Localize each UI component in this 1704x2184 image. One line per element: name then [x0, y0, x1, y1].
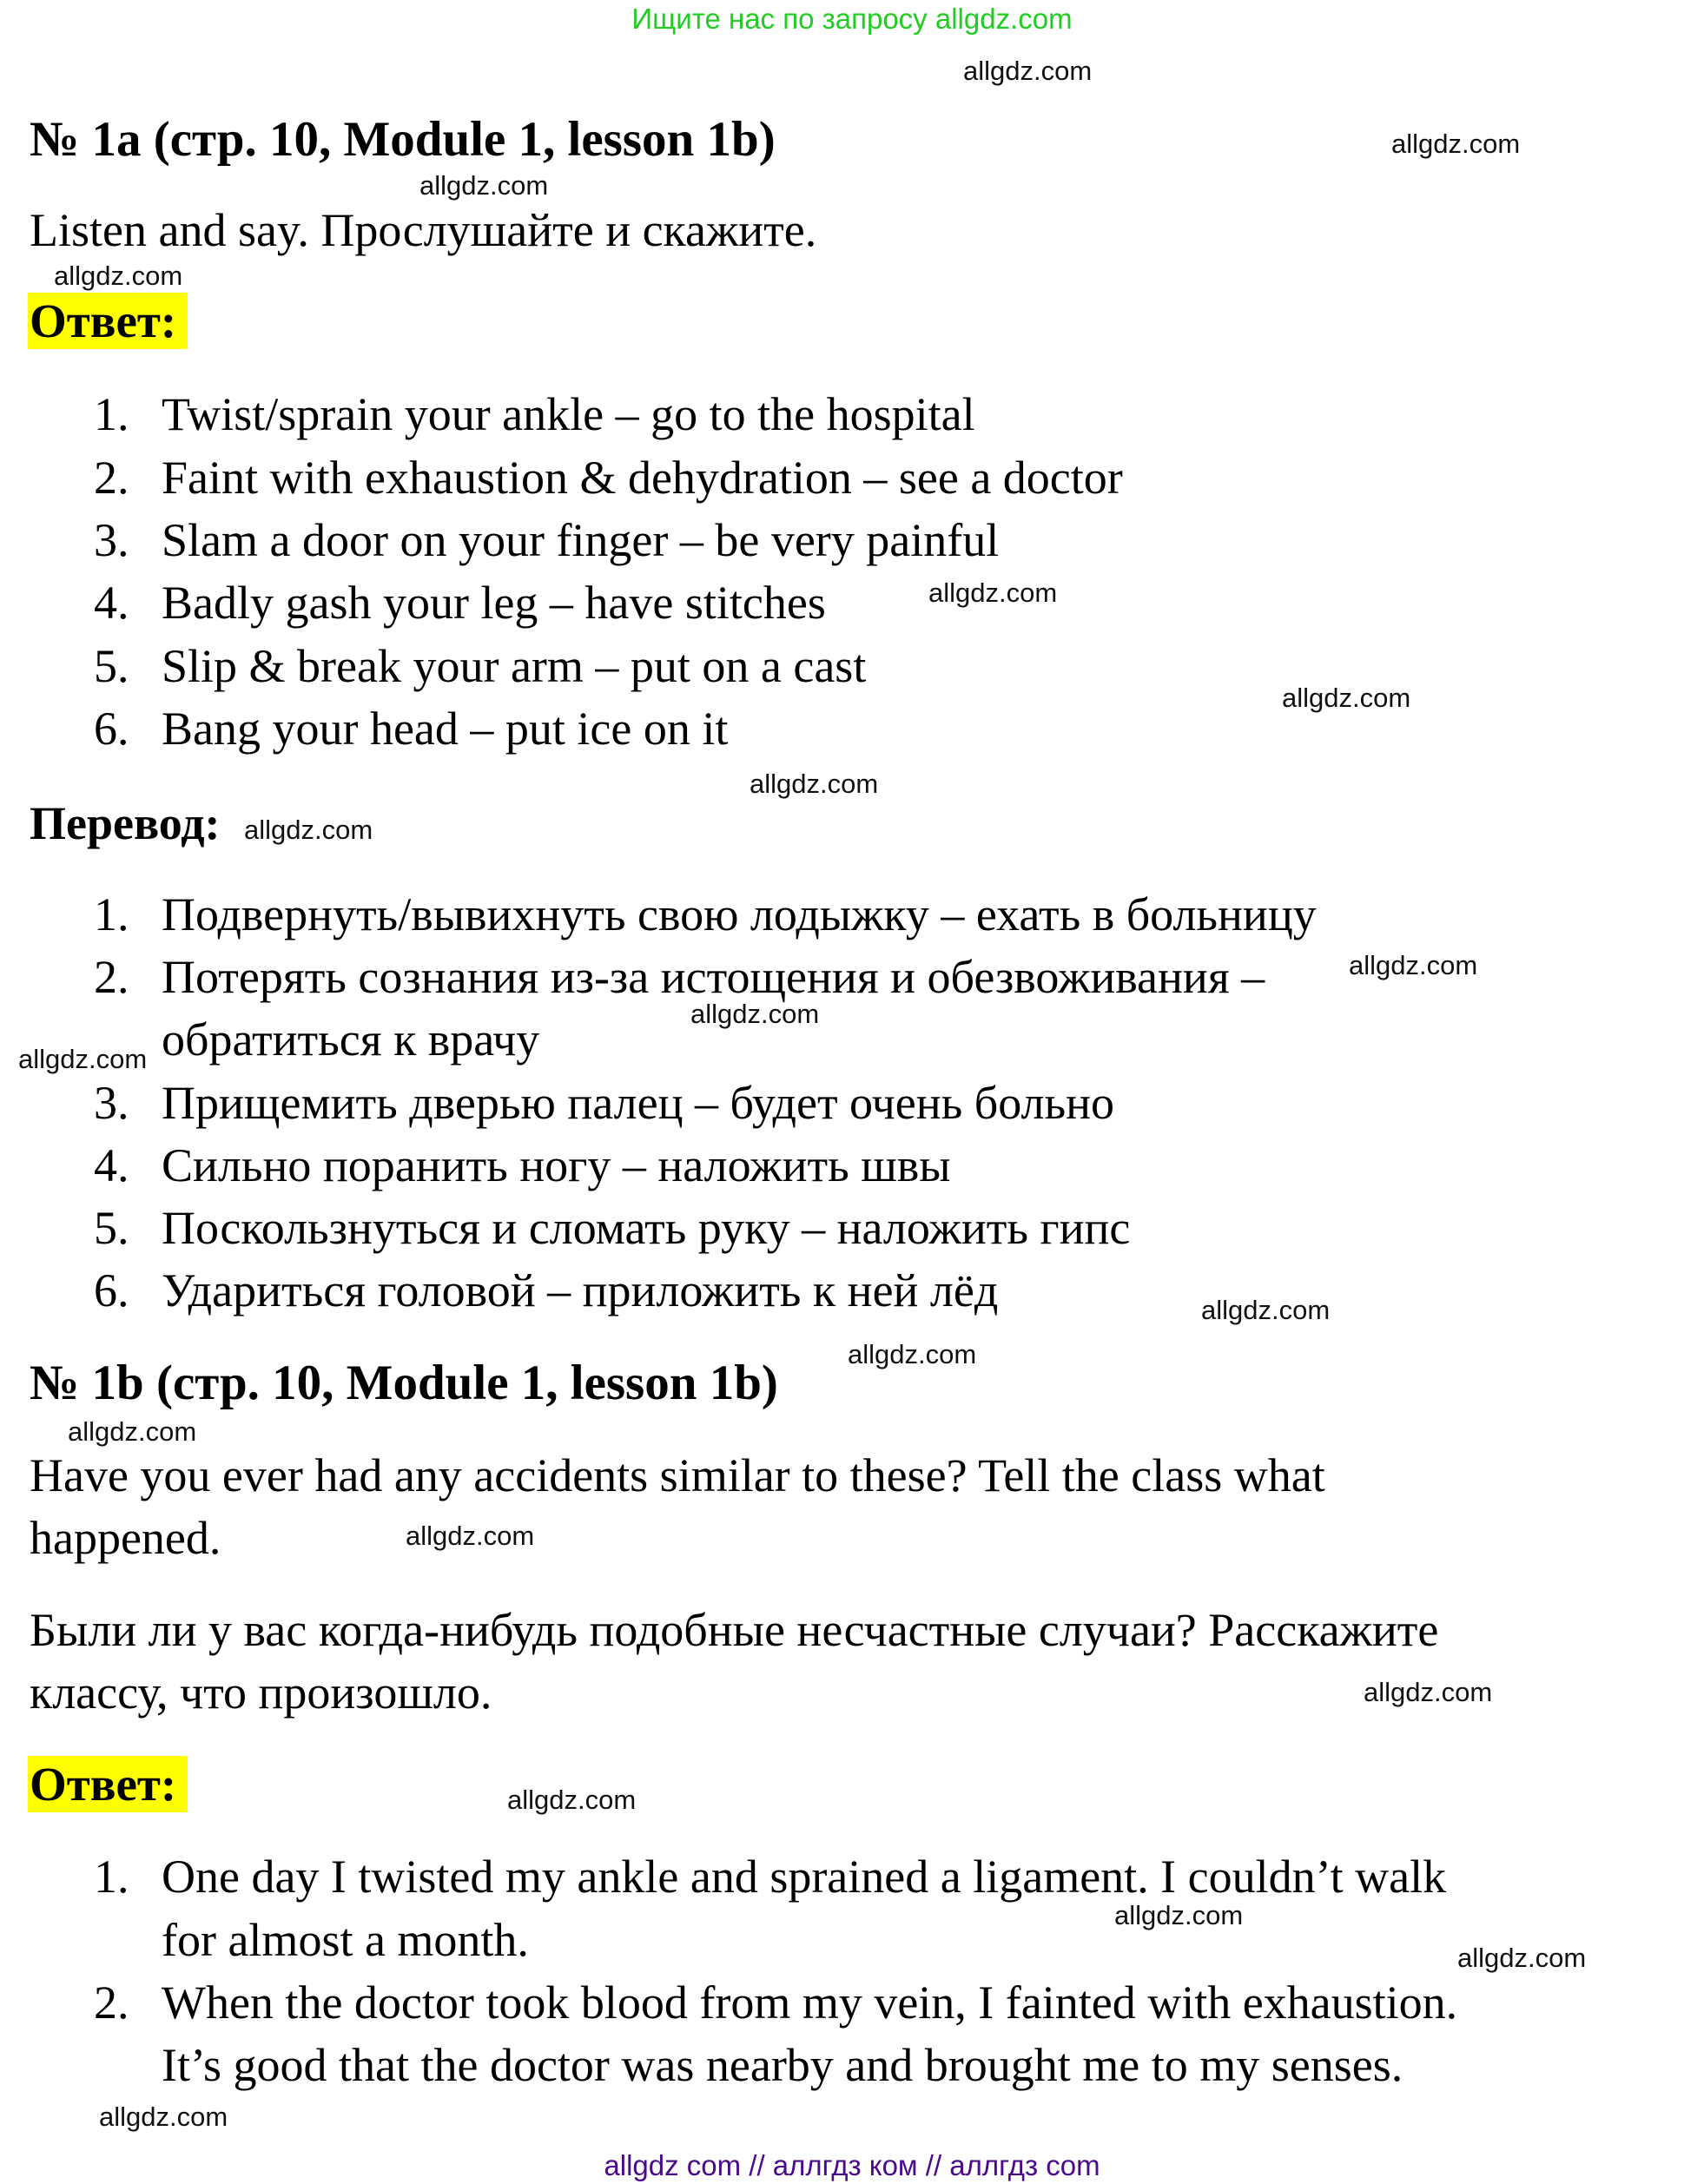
answer-label-1b — [28, 1756, 188, 1812]
task-1b-instruction-en: happened. — [30, 1512, 221, 1564]
list-item: Slam a door on your finger – be very painful — [162, 514, 1000, 566]
watermark: allgdz.com — [99, 2102, 228, 2132]
watermark: allgdz.com — [1114, 1900, 1244, 1930]
watermark: allgdz.com — [690, 999, 820, 1029]
list-number: 3. — [94, 1077, 129, 1129]
answer-label-text: Ответ: — [30, 294, 177, 347]
list-item: Bang your head – put ice on it — [162, 703, 729, 755]
footer-links[interactable]: allgdz com // аллгдз ком // аллгдз com — [604, 2149, 1100, 2181]
list-item: Сильно поранить ногу – наложить швы — [162, 1139, 951, 1191]
watermark: allgdz.com — [750, 769, 879, 799]
task-1a-title: № 1a (стр. 10, Module 1, lesson 1b) — [30, 112, 776, 167]
list-number: 2. — [94, 1976, 129, 2029]
search-banner[interactable]: Ищите нас по запросу allgdz.com — [631, 3, 1073, 35]
task-1b-instruction-ru: классу, что произошло. — [30, 1666, 492, 1719]
task-1b-instruction-en: Have you ever had any accidents similar to these? Tell the class what — [30, 1449, 1325, 1501]
list-item-continuation: обратиться к врачу — [162, 1013, 540, 1066]
task-1a-instruction: Listen and say. Прослушайте и скажите. — [30, 204, 817, 256]
list-item: Прищемить дверью палец – будет очень больно — [162, 1077, 1115, 1129]
list-item: Подвернуть/вывихнуть свою лодыжку – ехать в больницу — [162, 888, 1317, 940]
watermark: allgdz.com — [963, 56, 1093, 86]
list-number: 5. — [94, 1202, 129, 1254]
list-number: 4. — [94, 577, 129, 629]
watermark: allgdz.com — [1201, 1295, 1331, 1325]
list-number: 1. — [94, 888, 129, 940]
list-number: 2. — [94, 452, 129, 504]
watermark: allgdz.com — [1282, 683, 1411, 713]
list-item: Удариться головой – приложить к ней лёд — [162, 1264, 999, 1316]
watermark: allgdz.com — [406, 1521, 535, 1551]
list-item: Faint with exhaustion & dehydration – see a doctor — [162, 452, 1123, 504]
watermark: allgdz.com — [1349, 950, 1478, 980]
list-item: Поскользнуться и сломать руку – наложить гипс — [162, 1202, 1131, 1254]
list-number: 4. — [94, 1139, 129, 1191]
watermark: allgdz.com — [1364, 1677, 1493, 1707]
watermark: allgdz.com — [68, 1416, 197, 1447]
list-item: Slip & break your arm – put on a cast — [162, 640, 867, 692]
list-number: 6. — [94, 1264, 129, 1316]
watermark: allgdz.com — [244, 815, 373, 845]
watermark: allgdz.com — [419, 170, 549, 201]
watermark: allgdz.com — [18, 1044, 148, 1074]
answer-label-1a — [28, 293, 188, 349]
watermark: allgdz.com — [1391, 129, 1521, 159]
list-item: Badly gash your leg – have stitches — [162, 577, 826, 629]
watermark: allgdz.com — [928, 577, 1058, 608]
list-item: Потерять сознания из-за истощения и обезвоживания – — [162, 951, 1265, 1003]
task-1b-instruction-ru: Были ли у вас когда-нибудь подобные несчастные случаи? Расскажите — [30, 1604, 1439, 1656]
translation-label: Перевод: — [30, 797, 221, 849]
list-item-continuation: It’s good that the doctor was nearby and brought me to my senses. — [162, 2039, 1403, 2091]
list-number: 1. — [94, 1851, 129, 1903]
task-1b-title: № 1b (стр. 10, Module 1, lesson 1b) — [30, 1356, 778, 1410]
list-number: 3. — [94, 514, 129, 566]
list-number: 5. — [94, 640, 129, 692]
list-item: When the doctor took blood from my vein, I fainted with exhaustion. — [162, 1976, 1458, 2029]
list-item-continuation: for almost a month. — [162, 1914, 529, 1966]
list-item: Twist/sprain your ankle – go to the hospital — [162, 388, 975, 440]
watermark: allgdz.com — [848, 1339, 977, 1369]
list-number: 6. — [94, 703, 129, 755]
list-number: 1. — [94, 388, 129, 440]
answer-label-text: Ответ: — [30, 1758, 177, 1811]
watermark: allgdz.com — [507, 1785, 637, 1815]
watermark: allgdz.com — [1457, 1943, 1587, 1973]
watermark: allgdz.com — [54, 261, 183, 291]
list-number: 2. — [94, 951, 129, 1003]
list-item: One day I twisted my ankle and sprained a ligament. I couldn’t walk — [162, 1851, 1447, 1903]
